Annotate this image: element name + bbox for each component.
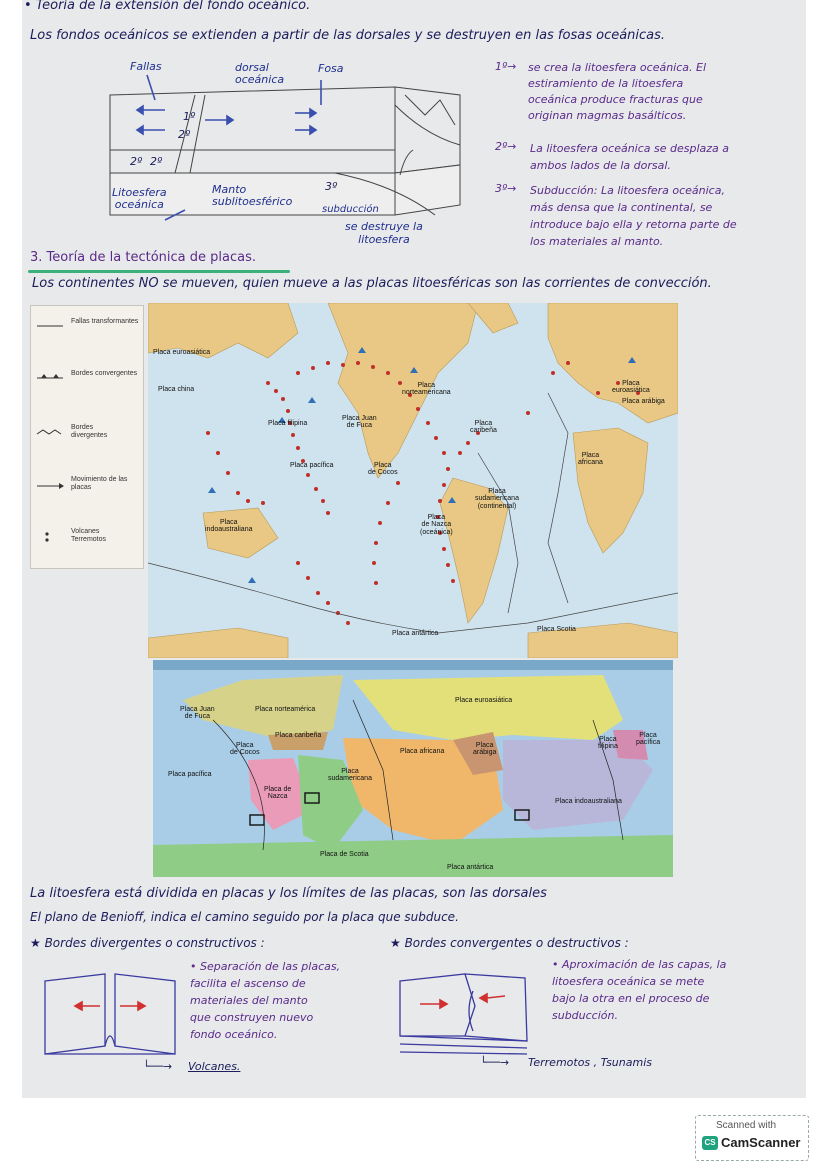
- map1-label-antartica: Placa antártica: [392, 630, 439, 637]
- label-fallas: Fallas: [130, 60, 162, 73]
- map1-label-arabiga: Placa arábiga: [622, 398, 665, 405]
- legend-item-convergentes: Bordes convergentes: [71, 370, 138, 377]
- section3-heading: 3. Teoría de la tectónica de placas.: [30, 250, 256, 265]
- section1-heading: • Teoría de la extensión del fondo oceánico.: [24, 0, 311, 13]
- map1-label-indoaustraliana: Placa indoaustraliana: [205, 519, 253, 534]
- map1-label-caribena: Placa caribeña: [470, 420, 497, 435]
- convergent-result: Terremotos , Tsunamis: [528, 1056, 652, 1069]
- label-tres: 3º: [325, 180, 338, 193]
- map1-label-africana: Placa africana: [578, 452, 603, 467]
- arrow-icon: [37, 483, 64, 489]
- note-2-num: 2º→: [495, 140, 517, 153]
- convergent-title: ★ Bordes convergentes o destructivos :: [390, 936, 629, 950]
- legend-item-fallas: Fallas transformantes: [71, 318, 139, 325]
- map1-label-euroasiatica-r: Placa euroasiática: [612, 380, 650, 395]
- dots-icon: [45, 532, 48, 541]
- divergent-diagram: [40, 966, 180, 1061]
- map1-label-cocos: Placa de Cocos: [368, 462, 398, 477]
- map1-label-norteamericana: Placa norteamericana: [402, 382, 451, 397]
- legend-item-movimiento: Movimiento de las placas: [71, 476, 128, 491]
- map1-label-filipina: Placa filipina: [268, 420, 308, 427]
- legend-item-volcanes: Volcanes Terremotos: [71, 528, 107, 543]
- map2-label-africana: Placa africana: [400, 748, 445, 755]
- statement-plates: La litoesfera está dividida en placas y los límites de las placas, son las dorsales: [30, 886, 547, 901]
- map2-label-juan-fuca: Placa Juan de Fuca: [180, 706, 215, 721]
- map2-label-nazca: Placa de Nazca: [264, 786, 292, 801]
- camscanner-logo-icon: CS: [702, 1136, 718, 1150]
- statement-benioff: El plano de Benioff, indica el camino seguido por la placa que subduce.: [30, 910, 459, 924]
- map1-label-nazca: Placa de Nazca (oceánica): [420, 514, 453, 536]
- scanner-brand: CamScanner: [721, 1135, 801, 1150]
- convergent-diagram: [395, 966, 535, 1056]
- label-subduccion: subducción: [322, 204, 379, 215]
- label-litosfera: Litoesfera oceánica: [112, 186, 167, 212]
- convergent-text: • Aproximación de las capas, la litoesfera oceánica se mete bajo la otra en el proceso de subducción.: [552, 958, 727, 1023]
- map2-label-caribena: Placa caribeña: [275, 732, 322, 739]
- map2-label-antartica: Placa antártica: [447, 864, 494, 871]
- plate-map-world: [148, 303, 678, 658]
- map2-label-sudamericana: Placa sudamericana: [328, 768, 372, 783]
- map2-label-cocos: Placa de Cocos: [230, 742, 260, 757]
- map1-label-pacifica: Placa pacífica: [290, 462, 334, 469]
- map2-label-euroasiatica: Placa euroasiática: [455, 697, 513, 704]
- heading-underline: [28, 270, 290, 273]
- note-3-text: Subducción: La litoesfera oceánica, más densa que la continental, se introduce bajo ella y retorna parte de los materiales al manto.: [530, 184, 737, 249]
- map2-label-scotia: Placa de Scotia: [320, 851, 369, 858]
- map2-label-arabiga: Placa arábiga: [473, 742, 497, 757]
- scanner-line1: Scanned with: [716, 1120, 777, 1131]
- convergent-arrow: └──→: [480, 1056, 510, 1069]
- note-2-text: La litoesfera oceánica se desplaza a ambos lados de la dorsal.: [530, 142, 730, 173]
- label-manto: Manto sublitoesférico: [212, 183, 293, 209]
- legend-item-divergentes: Bordes divergentes: [71, 424, 108, 439]
- divergent-result: Volcanes.: [188, 1060, 241, 1073]
- map1-label-juan-fuca: Placa Juan de Fuca: [342, 415, 377, 430]
- plate-map-colored: [153, 660, 673, 877]
- divergent-text: • Separación de las placas, facilita el ascenso de materiales del manto que construyen nuevo fondo oceánico.: [190, 960, 341, 1042]
- label-destruye: se destruye la litoesfera: [345, 220, 423, 247]
- label-fosa: Fosa: [318, 62, 344, 75]
- divergent-title: ★ Bordes divergentes o constructivos :: [30, 936, 265, 950]
- map1-label-scotia: Placa Scotia: [537, 626, 576, 633]
- note-1-num: 1º→: [495, 60, 517, 73]
- map2-label-indoaustraliana: Placa indoaustraliana: [555, 798, 622, 805]
- label-uno: 1º: [183, 110, 196, 123]
- map2-label-pacifica-l: Placa pacífica: [168, 771, 212, 778]
- note-3-num: 3º→: [495, 182, 517, 195]
- divergent-arrow: └──→: [143, 1060, 173, 1073]
- note-1-text: se crea la litoesfera oceánica. El estiramiento de la litoesfera oceánica produce fracturas que originan magmas basálticos.: [528, 61, 707, 122]
- label-dos-a: 2º: [130, 155, 143, 168]
- label-dos-c: 2º: [178, 128, 191, 141]
- ridge-icon: [37, 430, 61, 434]
- map2-label-filipina: Placa filipina: [598, 736, 618, 751]
- section3-intro: Los continentes NO se mueven, quien mueve a las placas litoesféricas son las corrientes de convección.: [32, 276, 712, 291]
- map1-label-euroasiatica: Placa euroasiática: [153, 349, 211, 356]
- map2-label-norteamerica: Placa norteamérica: [255, 706, 316, 713]
- triangle-line-icon: [37, 374, 63, 378]
- label-dos-b: 2º: [150, 155, 163, 168]
- map2-label-pacifica-r: Placa pacífica: [636, 732, 661, 747]
- map1-label-china: Placa china: [158, 386, 195, 393]
- scanner-badge: [695, 1115, 809, 1161]
- map1-label-sudamericana: Placa sudamericana (continental): [475, 488, 519, 510]
- section1-intro: Los fondos oceánicos se extienden a partir de las dorsales y se destruyen en las fosas oceánicas.: [30, 28, 666, 43]
- map-legend: [30, 305, 144, 569]
- label-dorsal: dorsal oceánica: [235, 61, 285, 87]
